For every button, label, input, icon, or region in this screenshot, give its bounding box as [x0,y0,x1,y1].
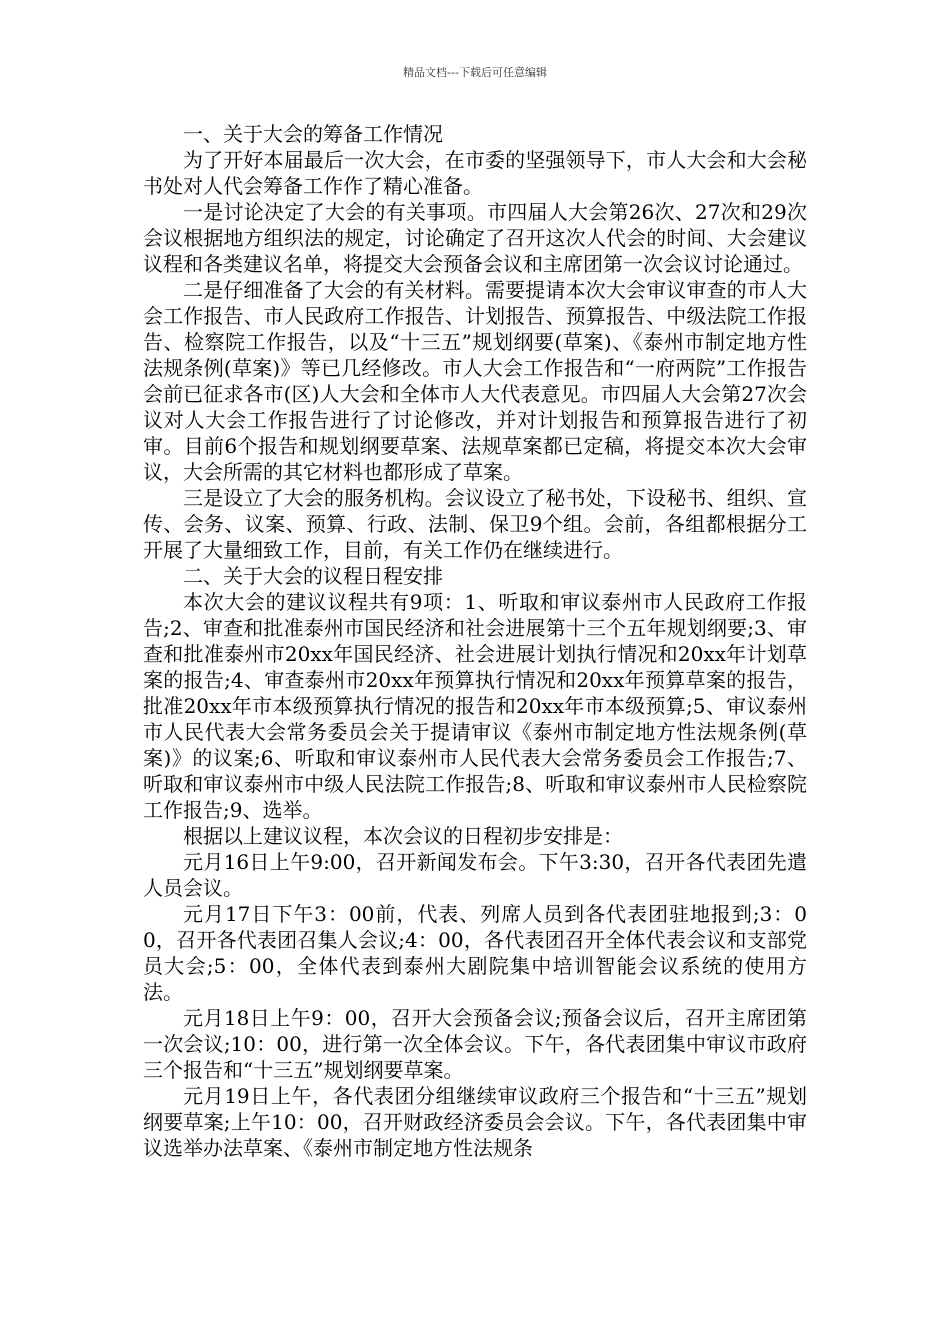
document-body [143,121,807,1161]
section-heading-1: 一、关于大会的筹备工作情况 [183,122,443,146]
section-heading-2: 二、关于大会的议程日程安排 [183,564,443,588]
paragraph: 元月17日下午3：00前，代表、列席人员到各代表团驻地报到;3：00，召开各代表团召集人会议;4：00，各代表团召开全体代表会议和支部党员大会;5：00，全体代表到泰州大剧院集中培训智能会议系统的使用方法。 [143,902,807,1004]
paragraph: 元月19日上午，各代表团分组继续审议政府三个报告和“十三五”规划纲要草案;上午10：00，召开财政经济委员会会议。下午，各代表团集中审议选举办法草案、《泰州市制定地方性法规条 [143,1084,807,1160]
paragraph: 元月18日上午9：00，召开大会预备会议;预备会议后，召开主席团第一次会议;10：00，进行第一次全体会议。下午，各代表团集中审议市政府三个报告和“十三五”规划纲要草案。 [143,1006,807,1082]
paragraph: 二是仔细准备了大会的有关材料。需要提请本次大会审议审查的市人大会工作报告、市人民政府工作报告、计划报告、预算报告、中级法院工作报告、检察院工作报告，以及“十三五”规划纲要(草案)、《泰州市制定地方性法规条例(草案)》等已几经修改。市人大会工作报告和“一府两院”工作报告会前已征求各市(区)人大会和全体市人大代表意见。市四届人大会第27次会议对人大会工作报告进行了讨论修改，并对计划报告和预算报告进行了初审。目前6个报告和规划纲要草案、法规草案都已定稿，将提交本次大会审议，大会所需的其它材料也都形成了草案。 [143,278,807,484]
paragraph: 元月16日上午9:00，召开新闻发布会。下午3:30，召开各代表团先遣人员会议。 [143,850,807,900]
paragraph: 本次大会的建议议程共有9项：1、听取和审议泰州市人民政府工作报告;2、审查和批准泰州市国民经济和社会进展第十三个五年规划纲要;3、审查和批准泰州市20xx年国民经济、社会进展计划执行情况和20xx年计划草案的报告;4、审查泰州市20xx年预算执行情况和20xx年预算草案的报告，批准20xx年市本级预算执行情况的报告和20xx年市本级预算;5、审议泰州市人民代表大会常务委员会关于提请审议《泰州市制定地方性法规条例(草案)》的议案;6、听取和审议泰州市人民代表大会常务委员会工作报告;7、听取和审议泰州市中级人民法院工作报告;8、听取和审议泰州市人民检察院工作报告;9、选举。 [143,590,807,822]
paragraph: 三是设立了大会的服务机构。会议设立了秘书处，下设秘书、组织、宣传、会务、议案、预算、行政、法制、保卫9个组。会前，各组都根据分工开展了大量细致工作，目前，有关工作仍在继续进行。 [143,486,807,562]
paragraph: 根据以上建议议程，本次会议的日程初步安排是： [183,824,623,848]
paragraph: 一是讨论决定了大会的有关事项。市四届人大会第26次、27次和29次会议根据地方组织法的规定，讨论确定了召开这次人代会的时间、大会建议议程和各类建议名单，将提交大会预备会议和主席团第一次会议讨论通过。 [143,200,807,276]
header-note: 精品文档---下载后可任意编辑 [403,66,547,79]
paragraph: 为了开好本届最后一次大会，在市委的坚强领导下，市人大会和大会秘书处对人代会筹备工作作了精心准备。 [143,148,807,198]
